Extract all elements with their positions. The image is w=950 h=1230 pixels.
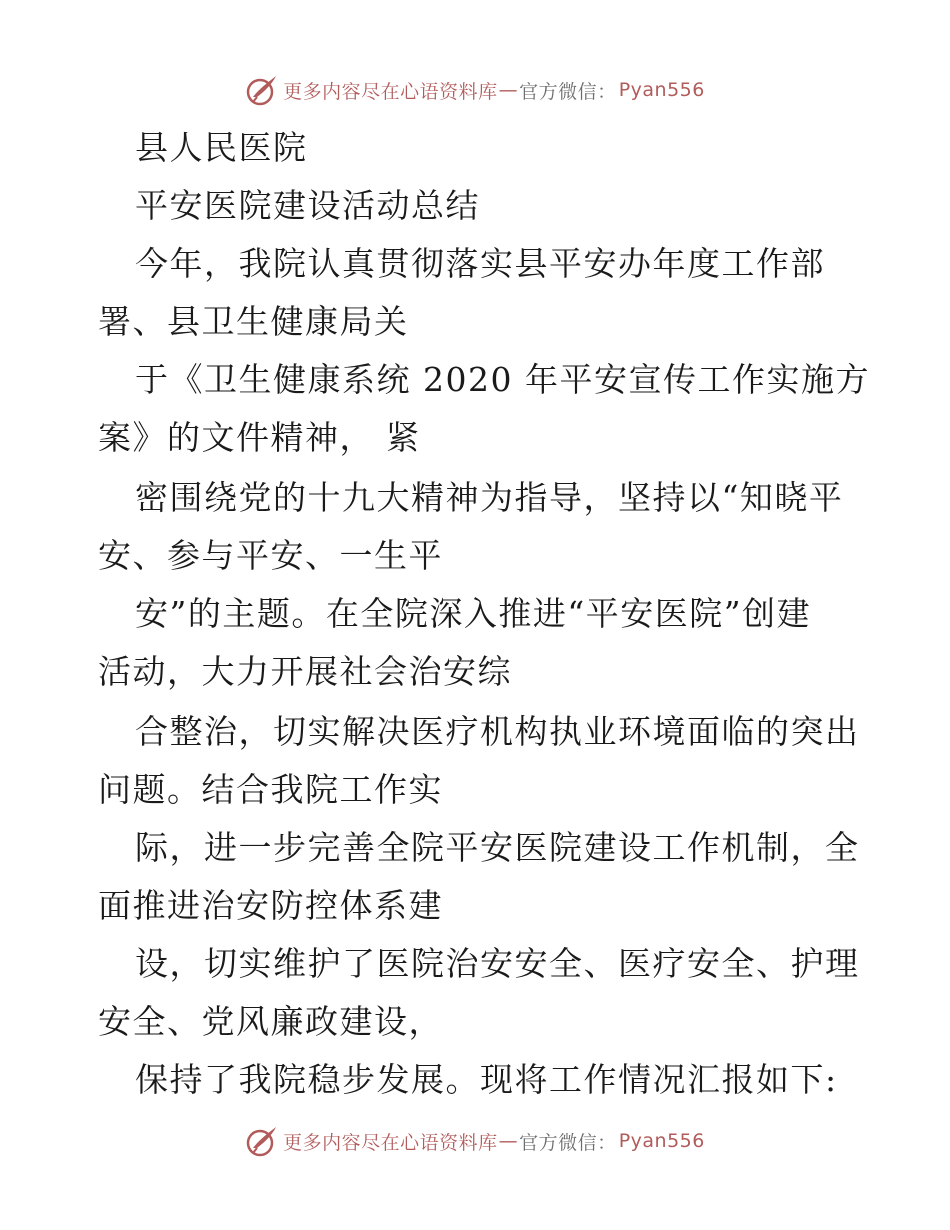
doc-line: 活动，大力开展社会治安综 — [98, 652, 512, 691]
watermark-wechat-id: Pyan556 — [618, 1130, 705, 1152]
doc-line: 安、参与平安、一生平 — [98, 536, 443, 575]
watermark-wechat-label: 官方微信： — [519, 1131, 617, 1154]
doc-line: 署、县卫生健康局关 — [98, 302, 409, 341]
doc-line: 安”的主题。在全院深入推进“平安医院”创建 — [135, 594, 812, 633]
doc-line: 今年，我院认真贯彻落实县平安办年度工作部 — [135, 244, 825, 283]
doc-line-org: 县人民医院 — [135, 128, 308, 167]
watermark-dash: — — [498, 79, 519, 101]
doc-line: 设，切实维护了医院治安安全、医疗安全、护理 — [135, 944, 860, 983]
doc-line-title: 平安医院建设活动总结 — [135, 186, 480, 225]
doc-line: 案》的文件精神， 紧 — [98, 418, 421, 457]
watermark-wechat-label: 官方微信： — [519, 80, 617, 103]
doc-line: 安全、党风廉政建设， — [98, 1002, 443, 1041]
watermark-site-text: 更多内容尽在心语资料库 — [283, 1131, 498, 1154]
doc-line: 际，进一步完善全院平安医院建设工作机制，全 — [135, 828, 860, 867]
doc-line: 保持了我院稳步发展。现将工作情况汇报如下: — [135, 1060, 838, 1099]
doc-line: 合整治，切实解决医疗机构执业环境面临的突出 — [135, 712, 860, 751]
doc-line: 面推进治安防控体系建 — [98, 886, 443, 925]
quill-logo-icon — [245, 1124, 279, 1158]
doc-line: 于《卫生健康系统 2020 年平安宣传工作实施方 — [135, 360, 870, 399]
watermark-wechat-id: Pyan556 — [618, 79, 705, 101]
watermark-site-text: 更多内容尽在心语资料库 — [283, 80, 498, 103]
watermark-dash: — — [498, 1130, 519, 1152]
doc-line: 问题。结合我院工作实 — [98, 770, 443, 809]
footer-watermark — [0, 1121, 950, 1161]
doc-line: 密围绕党的十九大精神为指导，坚持以“知晓平 — [135, 478, 844, 517]
